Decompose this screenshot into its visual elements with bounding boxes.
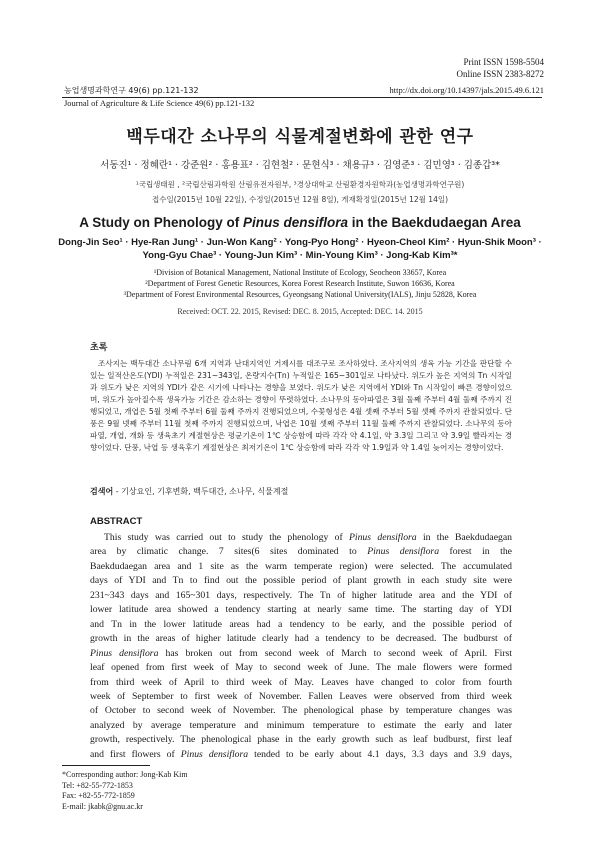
fax: Fax: +82-55-772-1859 [62, 791, 135, 800]
keywords-dash: - [115, 487, 122, 496]
abstract-text-segment: area by climatic change. 7 sites(6 sites dominated to [90, 546, 368, 558]
abstract-text-segment: leaf opened from first week of May to second week of June. The male flowers were formed [90, 662, 512, 674]
abstract-text-segment: growth in the areas of higher latitude clearly had a tendency to be decreased. The budburst of [90, 633, 512, 645]
abstract-line [90, 545, 512, 559]
authors-english-line1: Dong-Jin Seo¹ · Hye-Ran Jung¹ · Jun-Won Kang² · Yong-Pyo Hong² · Hyeon-Cheol Kim² · Hyun-Shik Moon³ · [58, 237, 542, 248]
authors-english [0, 236, 600, 262]
abstract-text-segment: growth, respectively. The phenological phase in the early growth such as leaf budburst, first leaf [90, 734, 512, 746]
affiliation-3: ³Department of Forest Environmental Resources, Gyeongsang National University(IALS), Jinju 52828, Korea [123, 290, 477, 299]
abstract-text-segment: and first flowers of [90, 748, 181, 760]
abstract-text-segment: has broken out from second week of March to second week of April. First [158, 647, 513, 659]
authors-english-line2: Yong-Gyu Chae³ · Young-Jun Kim³ · Min-Young Kim³ · Jong-Kab Kim³* [142, 250, 458, 261]
abstract-text-segment: forest in the [439, 546, 512, 558]
title-english-before: A Study on Phenology of [79, 215, 243, 230]
footnote-rule [62, 765, 150, 766]
abstract-line [90, 574, 512, 588]
affiliation-1: ¹Division of Botanical Management, National Institute of Ecology, Seocheon 33657, Korea [153, 268, 447, 277]
species-name: Pinus densiflora [367, 546, 440, 558]
abstract-line [90, 733, 512, 747]
species-name: Pinus densiflora [90, 647, 159, 659]
abstract-line [90, 589, 512, 603]
abstract-line [90, 560, 512, 574]
abstract-line [90, 618, 512, 632]
abstract-line [90, 632, 512, 646]
species-name: Pinus densiflora [348, 532, 417, 543]
doi-link[interactable]: http://dx.doi.org/10.14397/jals.2015.49.6.121 [389, 85, 544, 95]
abstract-english-heading: ABSTRACT [90, 516, 143, 527]
abstract-line [90, 603, 512, 617]
print-issn: Print ISSN 1598-5504 [463, 57, 544, 67]
abstract-english-text [90, 531, 512, 762]
abstract-korean-text: 조사지는 백두대간 소나무림 6개 지역과 난대지역인 거제시를 대조구로 조사하였다. 조사지역의 생육 가능 기간을 판단할 수 있는 일적산온도(YDI) 누적일은 231~343일, 온량지수(Tn) 누적일은 165~301일로 나타났다. 위도가 높은 지역의 Tn 시작일과 위도가 낮은 지역의 YDI가 같은 시기에 나타나는 경향을 보였다. 위도가 낮은 지역에서 YDI와 Tn 시작일이 빠른 경향이었으며, 위도가 높아질수록 생육가능 기간은 감소하는 경향이 뚜렷하였다. 소나무의 동아파열은 3월 둘째 주부터 4월 둘째 주까지 진행되었고, 개엽은 5월 첫째 주부터 6월 둘째 주까지 진행되었으며, 수꽃형성은 4월 셋째 주부터 5월 셋째 주까지 관찰되었다. 단풍은 9월 넷째 주부터 11월 첫째 주까지 진행되었으며, 낙엽은 10월 셋째 주부터 11월 둘째 주까지 관찰되었다. 소나무의 동아파열, 개엽, 개화 등 생육초기 계절현상은 평균기온이 1℃ 상승함에 따라 각각 약 4.1일, 약 3.3일 그리고 약 3.9일 빨라지는 경향이었다. 단풍, 낙엽 등 생육후기 계절현상은 최저기온이 1℃ 상승함에 따라 각각 약 1.9일과 약 1.4일 늦어지는 경향이었다. [90, 359, 512, 452]
email: E-mail: jkabk@gnu.ac.kr [62, 801, 143, 811]
title-english-after: in the Baekdudaegan Area [347, 215, 521, 230]
abstract-line [90, 676, 512, 690]
abstract-line [90, 719, 512, 733]
dates-korean: 접수일(2015년 10월 22일), 수정일(2015년 12월 8일), 게재확정일(2015년 12월 14일) [151, 195, 449, 204]
abstract-text-segment: week of September to first week of November. Fallen Leaves were observed from third week [90, 690, 512, 702]
affiliations-english [0, 267, 600, 300]
abstract-text-segment: days of YDI and Tn to find out the possible period of plant growth in each study site were [90, 575, 512, 587]
abstract-text-segment: tended to be early about 4.1 days, 3.3 days and 3.9 days, [248, 748, 513, 760]
keywords [90, 486, 288, 497]
species-name: Pinus densiflora [180, 748, 249, 760]
abstract-text-segment: of October to second week of November. The phenological phase by temperature changes was [90, 705, 512, 717]
abstract-line [90, 748, 512, 762]
keywords-list: 기상요인, 기후변화, 백두대간, 소나무, 식물계절 [121, 487, 289, 496]
journal-kor: 농업생명과학연구 49(6) pp.121-132 [64, 86, 199, 95]
footnote [62, 770, 188, 812]
abstract-line [90, 661, 512, 675]
abstract-text-segment: 231~343 days and 165~301 days, respectively. The Tn of higher latitude area and the YDI of [90, 589, 512, 601]
corresponding-author: *Corresponding author: Jong-Kab Kim [62, 770, 188, 779]
abstract-text-segment: in the Baekdudaegan [416, 532, 512, 543]
abstract-text-segment: from third week of April to third week of May. Leaves have changed to color from fourth [90, 676, 512, 688]
title-korean: 백두대간 소나무의 식물계절변화에 관한 연구 [126, 127, 474, 147]
affiliation-2: ²Department of Forest Genetic Resources, Korea Forest Research Institute, Suwon 16636, Korea [145, 279, 455, 288]
abstract-korean-heading: 초록 [90, 343, 108, 353]
online-issn: Online ISSN 2383-8272 [456, 69, 544, 79]
journal-en: Journal of Agriculture & Life Science 49(6) pp.121-132 [64, 98, 255, 108]
abstract-text-segment: analyzed by average temperature and minimum temperature to estimate the early and later [90, 719, 512, 731]
abstract-line [90, 704, 512, 718]
abstract-line [90, 647, 512, 661]
title-english-species: Pinus densiflora [242, 215, 348, 230]
abstract-text-segment: and Tn in the lower latitude areas had a tendency to be early, and the possible period of [90, 618, 512, 630]
dates-english: Received: OCT. 22. 2015, Revised: DEC. 8. 2015, Accepted: DEC. 14. 2015 [177, 307, 423, 316]
authors-korean: 서동진¹ · 정혜란¹ · 강준원² · 홍용표² · 김현철² · 문현식³ · 채용규³ · 김영준³ · 김민영³ · 김종갑³* [100, 160, 500, 171]
affiliations-korean: ¹국립생태원 , ²국립산림과학원 산림유전자원부, ³경상대학교 산림환경자원학과(농업생명과학연구원) [135, 180, 465, 189]
abstract-text-segment: This study was carried out to study the phenology of [104, 532, 349, 543]
abstract-text-segment: lower latitude area showed a tendency starting at nearly same time. The starting day of YDI [90, 604, 512, 616]
abstract-line [90, 690, 512, 704]
keywords-label: 검색어 [90, 487, 114, 496]
telephone: Tel: +82-55-772-1853 [62, 780, 133, 790]
abstract-line [90, 531, 512, 545]
title-english [0, 215, 600, 230]
abstract-text-segment: Baekdudaegan area and 1 site as the warm temperate region) were selected. The accumulated [90, 560, 512, 572]
